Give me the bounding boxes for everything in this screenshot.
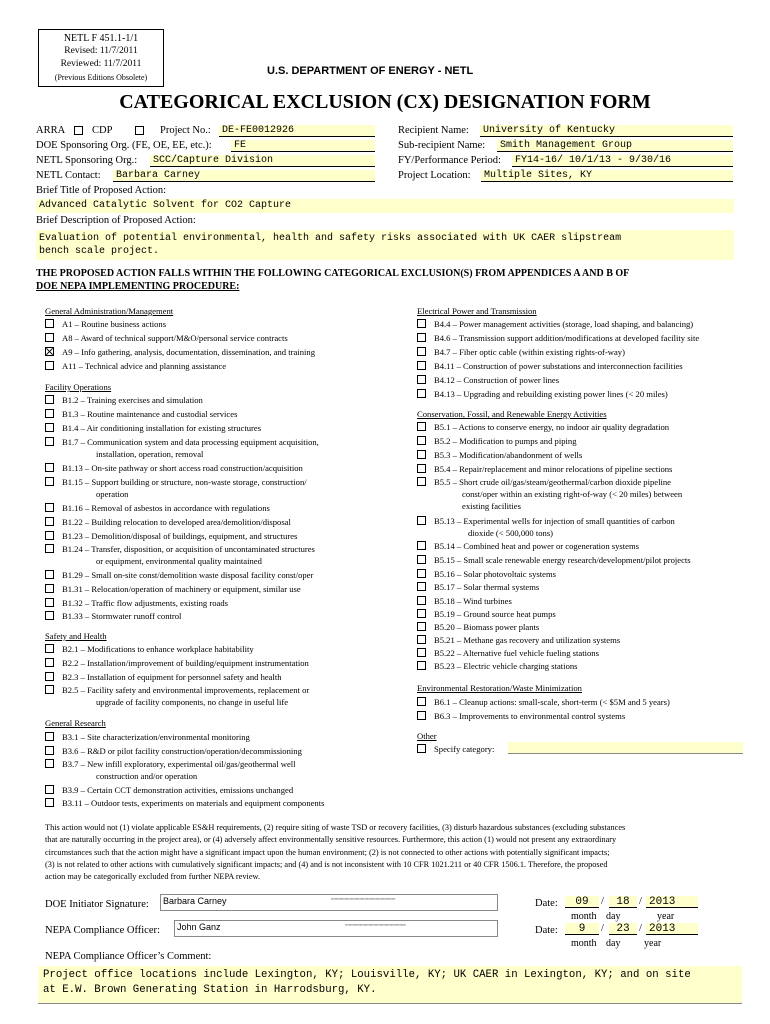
cx-b1-23-label: B1.23 – Demolition/disposal of buildings, equipment, and structures bbox=[62, 531, 298, 541]
form-id-box bbox=[38, 29, 164, 87]
section-env-restoration: Environmental Restoration/Waste Minimization bbox=[417, 683, 582, 693]
exclusion-heading-text: DOE NEPA IMPLEMENTING PROCEDURE: bbox=[36, 281, 240, 292]
digital-signature-details-icon-2: ▪▪▪▪▪▪▪▪▪▪▪▪▪▪▪▪▪▪▪▪▪▪▪▪▪▪▪▪▪▪▪▪▪▪▪▪▪▪▪▪▪▪▪▪▪▪▪▪▪ bbox=[345, 923, 406, 927]
subrecipient-label: Sub-recipient Name: bbox=[398, 140, 486, 151]
date-1-day[interactable]: 18 bbox=[609, 896, 637, 908]
checkbox-b5-4[interactable] bbox=[417, 464, 426, 473]
cx-b4-11-label: B4.11 – Construction of power substations and interconnection facilities bbox=[434, 361, 683, 371]
checkbox-b1-3[interactable] bbox=[45, 409, 54, 418]
period-label: FY/Performance Period: bbox=[398, 155, 501, 166]
checkbox-a1[interactable] bbox=[45, 319, 54, 328]
cx-b4-7-label: B4.7 – Fiber optic cable (within existing rights-of-way) bbox=[434, 347, 625, 357]
period-field[interactable]: FY14-16/ 10/1/13 - 9/30/16 bbox=[512, 155, 733, 167]
date-1-year[interactable]: 2013 bbox=[646, 896, 698, 908]
cx-b5-15-label: B5.15 – Small scale renewable energy research/development/pilot projects bbox=[434, 555, 691, 565]
cx-b5-5-label: B5.5 – Short crude oil/gas/steam/geothermal/carbon dioxide pipeline bbox=[434, 477, 671, 487]
date-1-month[interactable]: 09 bbox=[565, 896, 599, 908]
cx-b5-14-label: B5.14 – Combined heat and power or cogeneration systems bbox=[434, 541, 640, 551]
checkbox-b5-19[interactable] bbox=[417, 609, 426, 618]
arra-label: ARRA bbox=[36, 125, 66, 136]
checkbox-b4-13[interactable] bbox=[417, 389, 426, 398]
compliance-statement bbox=[45, 822, 625, 883]
cx-b2-2-label: B2.2 – Installation/improvement of building/equipment instrumentation bbox=[62, 658, 309, 668]
date-2-sep-2: / bbox=[639, 923, 642, 934]
cx-b4-12-label: B4.12 – Construction of power lines bbox=[434, 375, 560, 385]
netl-org-label: NETL Sponsoring Org.: bbox=[36, 155, 138, 166]
cx-b1-24-label-cont: or equipment, environmental quality maintained bbox=[96, 556, 262, 566]
cx-b5-1-label: B5.1 – Actions to conserve energy, no indoor air quality degradation bbox=[434, 422, 670, 432]
section-safety-health: Safety and Health bbox=[45, 631, 107, 641]
arra-checkbox[interactable] bbox=[74, 126, 83, 135]
form-title: CATEGORICAL EXCLUSION (CX) DESIGNATION FORM bbox=[119, 91, 651, 113]
cx-b5-3-label: B5.3 – Modification/abandonment of wells bbox=[434, 450, 583, 460]
checkbox-b3-11[interactable] bbox=[45, 798, 54, 807]
cx-b6-1-label: B6.1 – Cleanup actions: small-scale, short-term (< $5M and 5 years) bbox=[434, 697, 670, 707]
cx-a1-label: A1 – Routine business actions bbox=[62, 319, 167, 329]
cx-b5-18-label: B5.18 – Wind turbines bbox=[434, 596, 512, 606]
cx-b1-31-label: B1.31 – Relocation/operation of machinery or equipment, similar use bbox=[62, 584, 301, 594]
cx-b1-22-label: B1.22 – Building relocation to developed area/demolition/disposal bbox=[62, 517, 291, 527]
checkbox-a9-checked[interactable] bbox=[45, 347, 54, 356]
checkbox-b1-32[interactable] bbox=[45, 598, 54, 607]
statement-line-3: circumstances such that the action might have a significant impact upon the human environment; (2) is not connected to other actions with potentially significant impacts; bbox=[45, 847, 610, 857]
cx-b1-33-label: B1.33 – Stormwater runoff control bbox=[62, 611, 182, 621]
cx-b5-22-label: B5.22 – Alternative fuel vehicle fueling stations bbox=[434, 648, 599, 658]
cx-b5-23-label: B5.23 – Electric vehicle charging stations bbox=[434, 661, 578, 671]
cdp-label: CDP bbox=[92, 125, 113, 136]
cx-b5-20-label: B5.20 – Biomass power plants bbox=[434, 622, 540, 632]
checkbox-b1-7[interactable] bbox=[45, 437, 54, 446]
compliance-signature-name: John Ganz bbox=[177, 922, 221, 932]
checkbox-b6-1[interactable] bbox=[417, 697, 426, 706]
section-electrical: Electrical Power and Transmission bbox=[417, 306, 537, 316]
cx-b1-15-label: B1.15 – Support building or structure, non-waste storage, construction/ bbox=[62, 477, 307, 487]
cx-b3-7-label-cont: construction and/or operation bbox=[96, 771, 198, 781]
cx-b3-11-label: B3.11 – Outdoor tests, experiments on materials and equipment components bbox=[62, 798, 325, 808]
project-no-field[interactable]: DE-FE0012926 bbox=[219, 125, 375, 137]
cx-b1-2-label: B1.2 – Training exercises and simulation bbox=[62, 395, 203, 405]
netl-contact-label: NETL Contact: bbox=[36, 170, 101, 181]
section-facility-ops: Facility Operations bbox=[45, 382, 112, 392]
brief-title-field[interactable]: Advanced Catalytic Solvent for CO2 Capture bbox=[36, 199, 734, 213]
checkbox-b5-1[interactable] bbox=[417, 422, 426, 431]
subrecipient-field[interactable]: Smith Management Group bbox=[497, 140, 733, 152]
cx-b5-21-label: B5.21 – Methane gas recovery and utilization systems bbox=[434, 635, 621, 645]
recipient-label: Recipient Name: bbox=[398, 125, 469, 136]
checkbox-a11[interactable] bbox=[45, 361, 54, 370]
checkbox-b1-29[interactable] bbox=[45, 570, 54, 579]
cx-b1-16-label: B1.16 – Removal of asbestos in accordance with regulations bbox=[62, 503, 270, 513]
cx-b2-1-label: B2.1 – Modifications to enhance workplace habitability bbox=[62, 644, 254, 654]
netl-contact-field[interactable]: Barbara Carney bbox=[113, 170, 375, 182]
checkbox-b5-13[interactable] bbox=[417, 516, 426, 525]
comment-line-2: at E.W. Brown Generating Station in Harrodsburg, KY. bbox=[43, 984, 377, 996]
cx-b5-5-label-cont2: existing facilities bbox=[462, 501, 521, 511]
brief-desc-label: Brief Description of Proposed Action: bbox=[36, 215, 196, 226]
cx-b5-13-label: B5.13 – Experimental wells for injection of small quantities of carbon bbox=[434, 516, 675, 526]
checkbox-b4-6[interactable] bbox=[417, 333, 426, 342]
cx-b2-5-label-cont: upgrade of facility components, no change in useful life bbox=[96, 697, 289, 707]
checkbox-b5-2[interactable] bbox=[417, 436, 426, 445]
section-general-admin: General Administration/Management bbox=[45, 306, 174, 316]
checkbox-b5-22[interactable] bbox=[417, 648, 426, 657]
statement-line-4: (3) is not related to other actions with cumulatively significant impacts; and (4) and is not inconsistent with 10 CFR 1021.211 or 40 CFR 1506.1. Therefore, the proposed bbox=[45, 859, 608, 869]
cx-b5-16-label: B5.16 – Solar photovoltaic systems bbox=[434, 569, 556, 579]
form-id: NETL F 451.1-1/1 bbox=[63, 33, 139, 44]
date-1-year-caption: year bbox=[657, 911, 675, 922]
brief-desc-field[interactable] bbox=[36, 230, 734, 260]
checkbox-b5-5[interactable] bbox=[417, 477, 426, 486]
sponsor-org-label: DOE Sponsoring Org. (FE, OE, EE, etc.): bbox=[36, 140, 212, 151]
sponsor-org-field[interactable]: FE bbox=[231, 140, 375, 152]
checkbox-b3-1[interactable] bbox=[45, 732, 54, 741]
checkbox-b1-2[interactable] bbox=[45, 395, 54, 404]
cx-a9-label: A9 – Info gathering, analysis, documentation, dissemination, and training bbox=[62, 347, 315, 357]
checkbox-a8[interactable] bbox=[45, 333, 54, 342]
checkbox-b5-20[interactable] bbox=[417, 622, 426, 631]
cx-b5-19-label: B5.19 – Ground source heat pumps bbox=[434, 609, 556, 619]
cx-b3-6-label: B3.6 – R&D or pilot facility construction/operation/decommissioning bbox=[62, 746, 302, 756]
cx-b4-6-label: B4.6 – Transmission support addition/modifications at developed facility site bbox=[434, 333, 700, 343]
checkbox-b1-24[interactable] bbox=[45, 544, 54, 553]
date-1-month-caption: month bbox=[571, 911, 597, 922]
checkbox-b3-9[interactable] bbox=[45, 785, 54, 794]
exclusion-heading bbox=[36, 267, 629, 293]
date-1-day-caption: day bbox=[606, 911, 621, 922]
cx-b2-5-label: B2.5 – Facility safety and environmental improvements, replacement or bbox=[62, 685, 310, 695]
cx-b1-13-label: B1.13 – On-site pathway or short access road construction/acquisition bbox=[62, 463, 303, 473]
cx-b4-4-label: B4.4 – Power management activities (storage, load shaping, and balancing) bbox=[434, 319, 694, 329]
checkbox-b5-18[interactable] bbox=[417, 596, 426, 605]
cx-b5-5-label-cont: const/oper within an existing right-of-way (< 20 miles) between bbox=[462, 489, 683, 499]
cx-b4-13-label: B4.13 – Upgrading and rebuilding existing power lines (< 20 miles) bbox=[434, 389, 668, 399]
cx-b1-7-label: B1.7 – Communication system and data processing equipment acquisition, bbox=[62, 437, 319, 447]
exclusion-heading-line-1: THE PROPOSED ACTION FALLS WITHIN THE FOLLOWING CATEGORICAL EXCLUSION(S) FROM APPENDICES A AND B OF bbox=[36, 268, 630, 279]
cx-b1-32-label: B1.32 – Traffic flow adjustments, existing roads bbox=[62, 598, 228, 608]
date-2-year[interactable]: 2013 bbox=[646, 923, 698, 935]
checkbox-b1-23[interactable] bbox=[45, 531, 54, 540]
location-label: Project Location: bbox=[398, 170, 471, 181]
date-2-month[interactable]: 9 bbox=[565, 923, 599, 935]
comment-field[interactable] bbox=[38, 966, 742, 1004]
cx-b1-3-label: B1.3 – Routine maintenance and custodial services bbox=[62, 409, 238, 419]
department-heading: U.S. DEPARTMENT OF ENERGY - NETL bbox=[267, 65, 474, 77]
checkbox-b5-15[interactable] bbox=[417, 555, 426, 564]
cdp-checkbox[interactable] bbox=[135, 126, 144, 135]
statement-line-1: This action would not (1) violate applicable ES&H requirements, (2) require siting of waste TSD or recovery facilities, (3) disturb hazardous substances (excluding substances bbox=[45, 823, 626, 832]
initiator-signature-field[interactable] bbox=[160, 894, 498, 911]
checkbox-b1-31[interactable] bbox=[45, 584, 54, 593]
checkbox-b1-22[interactable] bbox=[45, 517, 54, 526]
netl-org-field[interactable]: SCC/Capture Division bbox=[150, 155, 375, 167]
checkbox-b6-3[interactable] bbox=[417, 711, 426, 720]
cx-b1-4-label: B1.4 – Air conditioning installation for existing structures bbox=[62, 423, 262, 433]
digital-signature-details-icon: ▪▪▪▪▪▪▪▪▪▪▪▪▪▪▪▪▪▪▪▪▪▪▪▪▪▪▪▪▪▪▪▪▪▪▪▪▪▪▪▪▪▪▪▪▪▪▪▪▪▪▪▪ bbox=[331, 897, 396, 901]
initiator-signature-label: DOE Initiator Signature: bbox=[45, 899, 149, 910]
obsolete-note: (Previous Editions Obsolete) bbox=[54, 73, 148, 82]
specify-category-label: Specify category: bbox=[434, 744, 495, 754]
recipient-field[interactable]: University of Kentucky bbox=[480, 125, 733, 137]
exclusion-heading-line-2 bbox=[36, 280, 629, 293]
cx-b2-3-label: B2.3 – Installation of equipment for personnel safety and health bbox=[62, 672, 282, 682]
cx-b5-17-label: B5.17 – Solar thermal systems bbox=[434, 582, 540, 592]
checkbox-b5-16[interactable] bbox=[417, 569, 426, 578]
cx-b1-7-label-cont: installation, operation, removal bbox=[96, 449, 204, 459]
cx-b1-24-label: B1.24 – Transfer, disposition, or acquisition of uncontaminated structures bbox=[62, 544, 315, 554]
checkbox-b4-11[interactable] bbox=[417, 361, 426, 370]
checkbox-b3-6[interactable] bbox=[45, 746, 54, 755]
checkbox-other[interactable] bbox=[417, 744, 426, 753]
compliance-signature-field[interactable] bbox=[174, 920, 498, 937]
section-general-research: General Research bbox=[45, 718, 106, 728]
checkbox-b1-16[interactable] bbox=[45, 503, 54, 512]
brief-desc-line-2: bench scale project. bbox=[39, 246, 160, 257]
checkbox-b1-33[interactable] bbox=[45, 611, 54, 620]
checkbox-b4-12[interactable] bbox=[417, 375, 426, 384]
cx-a8-label: A8 – Award of technical support/M&O/personal service contracts bbox=[62, 333, 288, 343]
cx-b6-3-label: B6.3 – Improvements to environmental control systems bbox=[434, 711, 626, 721]
cx-b5-4-label: B5.4 – Repair/replacement and minor relocations of pipeline sections bbox=[434, 464, 673, 474]
cx-b5-13-label-cont: dioxide (< 500,000 tons) bbox=[468, 528, 554, 538]
brief-desc-line-1: Evaluation of potential environmental, health and safety risks associated with UK CAER slipstream bbox=[39, 233, 622, 244]
date-2-day[interactable]: 23 bbox=[609, 923, 637, 935]
date-1-sep-2: / bbox=[639, 896, 642, 907]
comment-label: NEPA Compliance Officer’s Comment: bbox=[45, 951, 212, 962]
cx-a11-label: A11 – Technical advice and planning assistance bbox=[62, 361, 227, 371]
checkbox-b5-21[interactable] bbox=[417, 635, 426, 644]
cx-b3-7-label: B3.7 – New infill exploratory, experimental oil/gas/geothermal well bbox=[62, 759, 296, 769]
statement-line-2: that are naturally occurring in the project area), or (4) adversely affect environmentally sensitive resources. Furthermore, this action (1) would not present any extraordinary bbox=[45, 835, 617, 845]
date-2-label: Date: bbox=[535, 925, 558, 936]
initiator-signature-name: Barbara Carney bbox=[163, 896, 227, 906]
checkbox-b4-4[interactable] bbox=[417, 319, 426, 328]
checkbox-b2-2[interactable] bbox=[45, 658, 54, 667]
date-2-sep-1: / bbox=[601, 923, 604, 934]
date-2-year-caption: year bbox=[644, 938, 662, 949]
checkbox-b1-13[interactable] bbox=[45, 463, 54, 472]
checkbox-b5-17[interactable] bbox=[417, 582, 426, 591]
date-1-sep-1: / bbox=[601, 896, 604, 907]
section-other: Other bbox=[417, 731, 437, 741]
reviewed-date: Reviewed: 11/7/2011 bbox=[60, 59, 142, 69]
cx-b5-2-label: B5.2 – Modification to pumps and piping bbox=[434, 436, 577, 446]
compliance-officer-label: NEPA Compliance Officer: bbox=[45, 925, 160, 936]
specify-category-field[interactable] bbox=[508, 742, 743, 754]
date-2-day-caption: day bbox=[606, 938, 621, 949]
revised-date: Revised: 11/7/2011 bbox=[64, 46, 138, 56]
project-no-label: Project No.: bbox=[160, 125, 211, 136]
cx-b1-29-label: B1.29 – Small on-site const/demolition waste disposal facility const/oper bbox=[62, 570, 314, 580]
checkbox-b5-3[interactable] bbox=[417, 450, 426, 459]
cx-b1-15-label-cont: operation bbox=[96, 489, 129, 499]
checkbox-b1-4[interactable] bbox=[45, 423, 54, 432]
checkbox-b3-7[interactable] bbox=[45, 759, 54, 768]
checkbox-b2-3[interactable] bbox=[45, 672, 54, 681]
brief-title-label: Brief Title of Proposed Action: bbox=[36, 185, 167, 196]
date-2-month-caption: month bbox=[571, 938, 597, 949]
comment-line-1: Project office locations include Lexington, KY; Louisville, KY; UK CAER in Lexington, KY; and on site bbox=[43, 969, 691, 981]
checkbox-b2-5[interactable] bbox=[45, 685, 54, 694]
cx-b3-1-label: B3.1 – Site characterization/environmental monitoring bbox=[62, 732, 250, 742]
section-conservation: Conservation, Fossil, and Renewable Energy Activities bbox=[417, 409, 607, 419]
checkbox-b5-23[interactable] bbox=[417, 661, 426, 670]
checkbox-b4-7[interactable] bbox=[417, 347, 426, 356]
statement-line-5: action may be categorically excluded from further NEPA review. bbox=[45, 872, 261, 882]
location-field[interactable]: Multiple Sites, KY bbox=[481, 170, 733, 182]
checkbox-b5-14[interactable] bbox=[417, 541, 426, 550]
checkbox-b1-15[interactable] bbox=[45, 477, 54, 486]
cx-b3-9-label: B3.9 – Certain CCT demonstration activities, emissions unchanged bbox=[62, 785, 294, 795]
checkbox-b2-1[interactable] bbox=[45, 644, 54, 653]
date-1-label: Date: bbox=[535, 898, 558, 909]
